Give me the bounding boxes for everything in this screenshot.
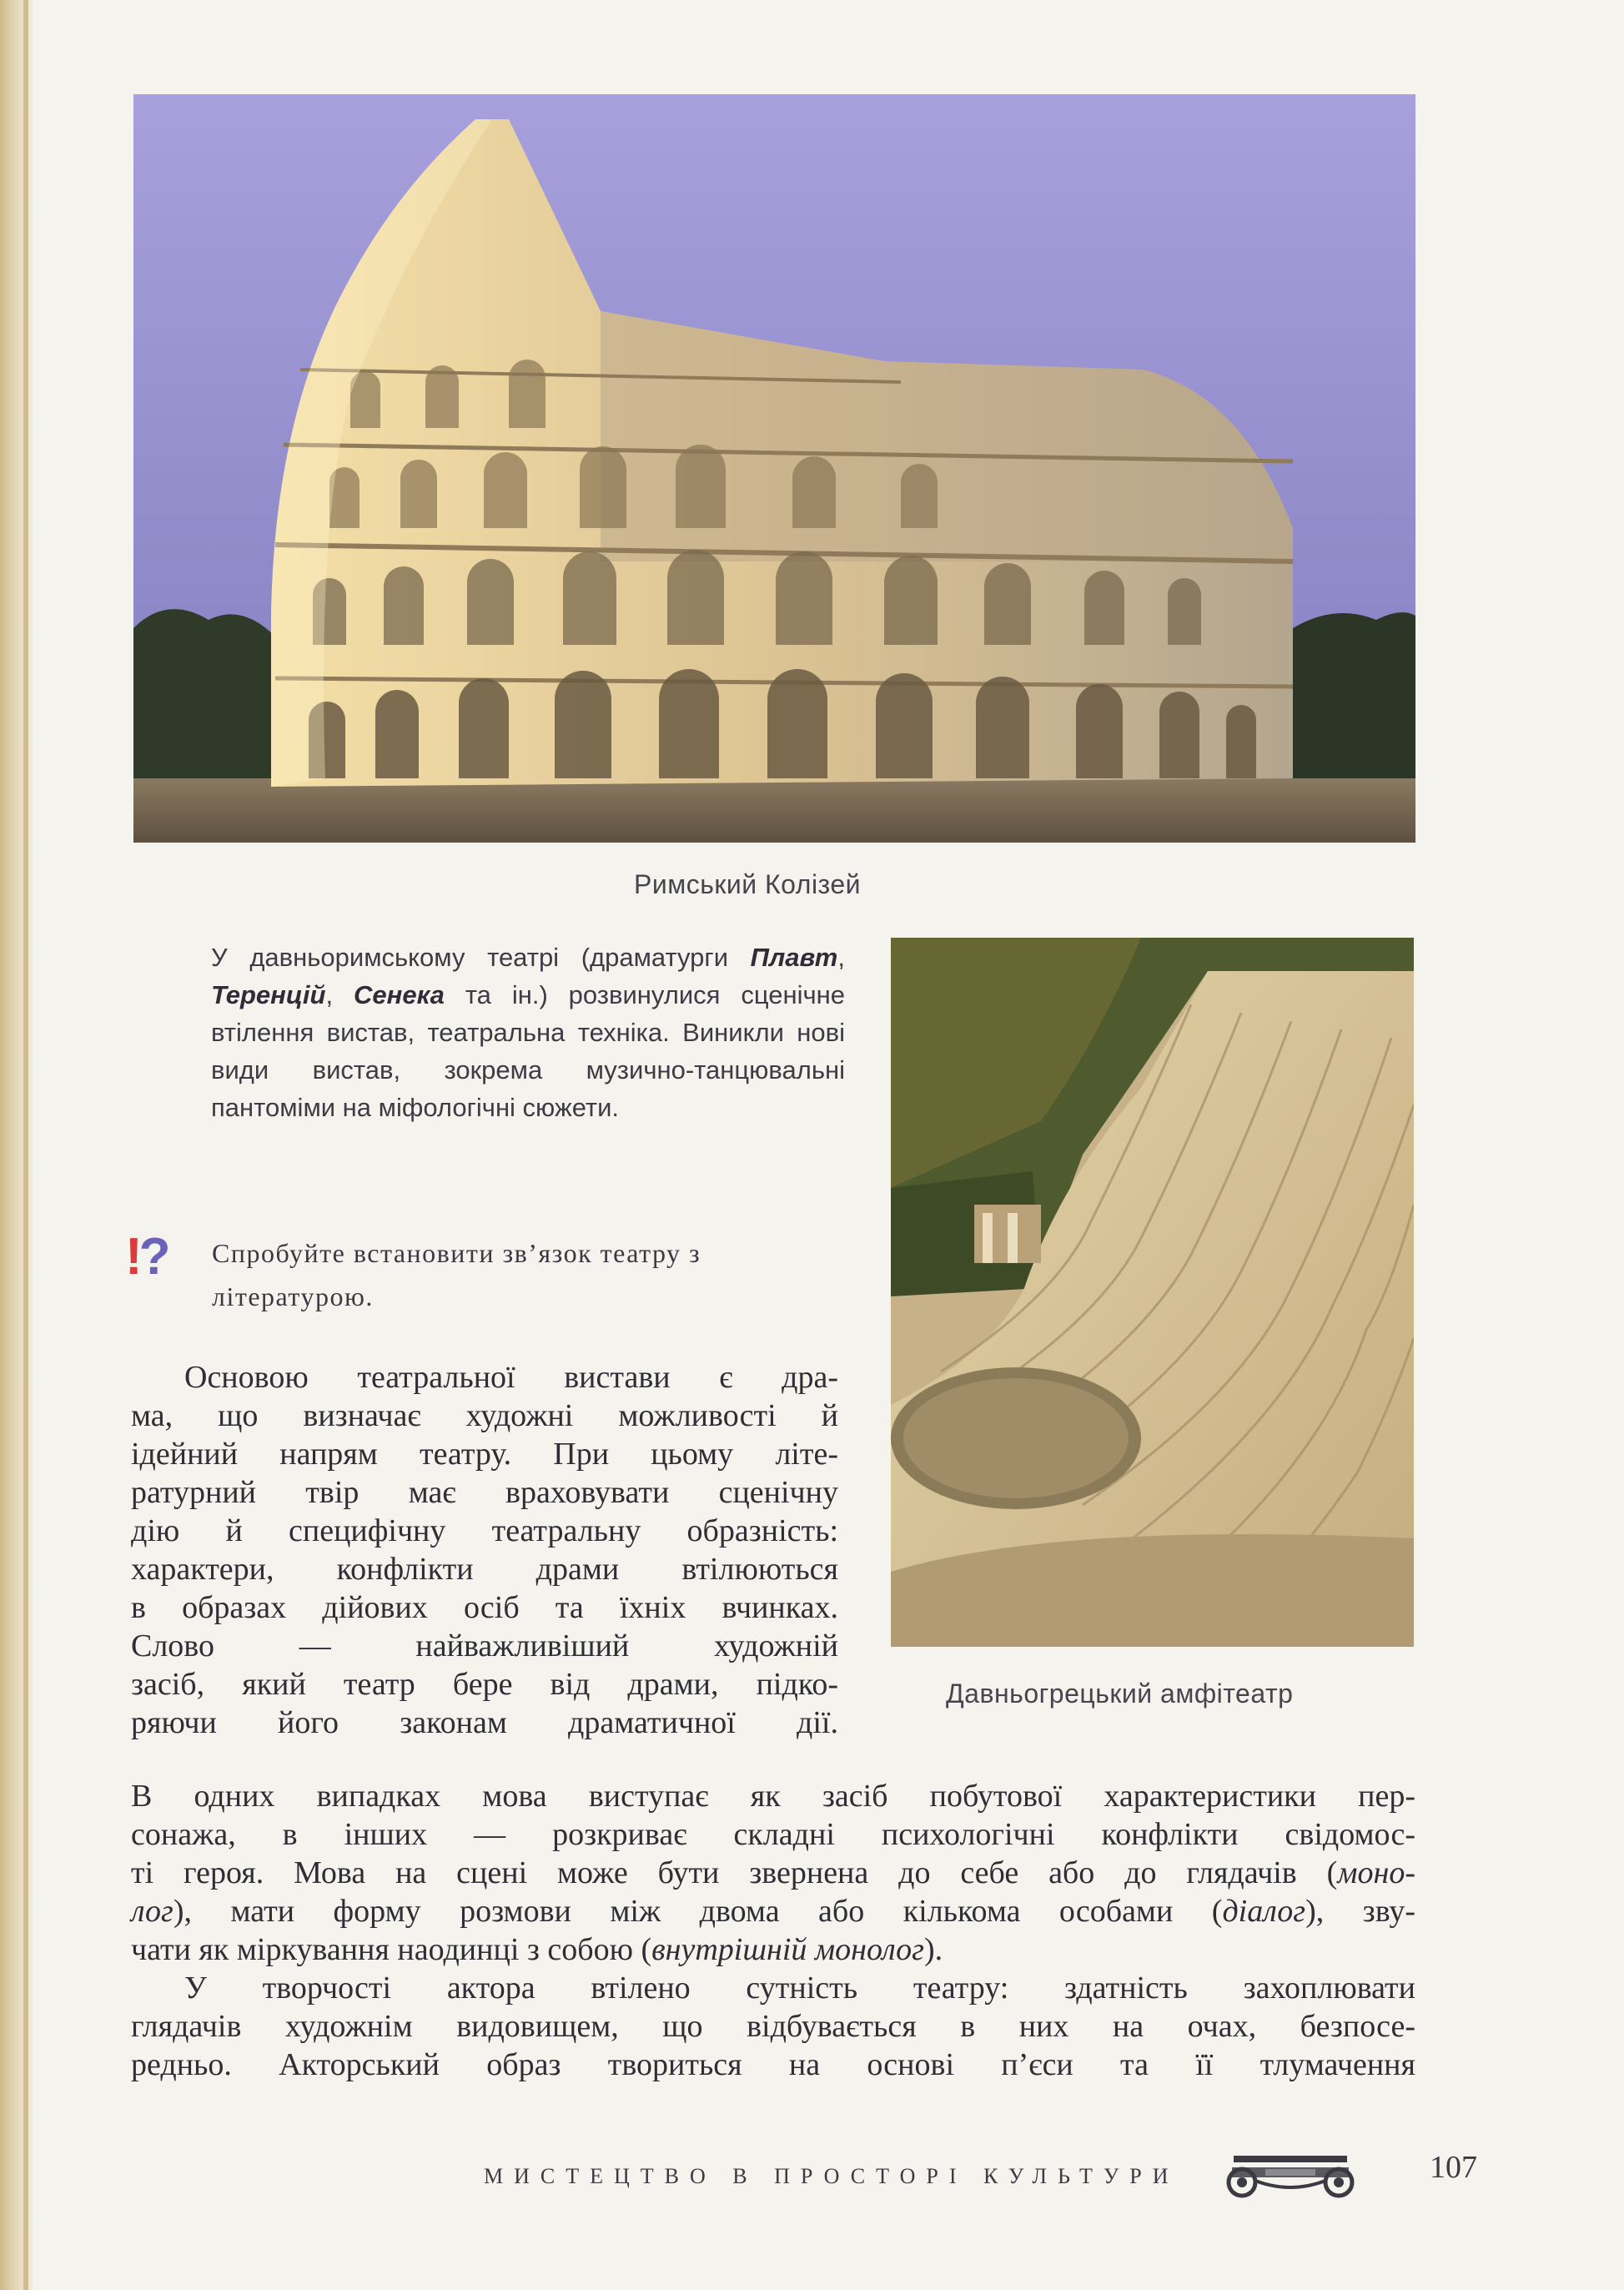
text-line: характери, конфлікти драми втілюються [131, 1552, 838, 1587]
text-line: в образах дійових осіб та їхніх вчинках. [131, 1590, 838, 1625]
text-line: Слово — найважливіший художній [131, 1628, 838, 1663]
colosseum-illustration [133, 94, 1415, 843]
text-line: глядачів художнім видовищем, що відбувається в них на очах, безпосе- [131, 2009, 1415, 2044]
text-fragment: ), зву- [1305, 1894, 1415, 1929]
text-line: ряючи його законам драматичної дії. [131, 1705, 838, 1740]
name-separator: , [325, 980, 354, 1009]
text-line: ідейний напрям театру. При цьому літе- [131, 1437, 838, 1472]
running-title: МИСТЕЦТВО В ПРОСТОРІ КУЛЬТУРИ [484, 2164, 1179, 2188]
text-fragment: ). [923, 1932, 943, 1967]
italic-term: внутрішній монолог [651, 1932, 924, 1967]
text-line: Основою театральної вистави є дра- [184, 1360, 838, 1395]
question-glyph: ? [138, 1228, 168, 1286]
page-number: 107 [1430, 2150, 1477, 2185]
question-mark-icon [125, 1228, 168, 1286]
text-line: засіб, який театр бере від драми, підко- [131, 1667, 838, 1702]
italic-term: діалог [1222, 1894, 1306, 1929]
question-text [212, 1231, 846, 1318]
colosseum-photo [133, 94, 1415, 843]
book-spine-shadow [0, 0, 33, 2290]
spine-line [23, 0, 28, 2290]
paragraph-rest: та ін.) розвинулися сценічне втілення вистав, театральна техніка. Виникли нові види вистав, зокрема музично-танцювальні пантоміми на міфологічні сюжети. [211, 980, 845, 1122]
page-footer [484, 2152, 1485, 2202]
amphitheatre-illustration [891, 938, 1414, 1647]
text-line [131, 1892, 1415, 1930]
body-paragraph-1 [131, 1358, 838, 1742]
text-line: дію й специфічну театральну образність: [131, 1513, 838, 1548]
text-fragment: ), мати форму розмови між двома або кількома особами ( [173, 1894, 1223, 1929]
text-fragment: чати як міркування наодинці з собою ( [131, 1932, 652, 1967]
amphitheatre-caption: Давньогрецький амфітеатр [946, 1678, 1294, 1709]
text-line: редньо. Акторський образ твориться на основі п’єси та її тлумачення [131, 2047, 1415, 2082]
text-line: сонажа, в інших — розкриває складні психологічні конфлікти свідомос- [131, 1817, 1415, 1852]
paragraph-intro: У давньоримському театрі (драматурги [211, 943, 729, 972]
amphitheatre-photo [891, 938, 1414, 1647]
text-line [131, 1854, 1415, 1892]
name-terence: Теренцій [211, 980, 326, 1009]
name-separator: , [837, 943, 845, 972]
text-line: ма, що визначає художні можливості й [131, 1398, 838, 1433]
text-line: У творчості актора втілено сутність театру: здатність захоплювати [184, 1970, 1415, 2006]
text-fragment: ті героя. Мова на сцені може бути звернена до себе або до глядачів ( [131, 1855, 1338, 1890]
question-line-2: літературою. [212, 1281, 374, 1311]
text-line: В одних випадках мова виступає як засіб побутової характеристики пер- [131, 1779, 1415, 1814]
name-seneca: Сенека [354, 980, 445, 1009]
italic-term: лог [131, 1894, 173, 1929]
ionic-capital-icon [1224, 2152, 1357, 2199]
colosseum-caption: Римський Колізей [634, 869, 862, 899]
body-paragraph-2 [131, 1777, 1415, 2084]
roman-theatre-paragraph [211, 939, 845, 1126]
exclaim-glyph: ! [125, 1228, 139, 1286]
italic-term: моно- [1337, 1855, 1415, 1890]
text-line [131, 1930, 1415, 1969]
name-plautus: Плавт [750, 943, 838, 972]
question-line-1: Спробуйте встановити зв’язок театру з [212, 1238, 701, 1268]
text-line: ратурний твір має враховувати сценічну [131, 1475, 838, 1510]
